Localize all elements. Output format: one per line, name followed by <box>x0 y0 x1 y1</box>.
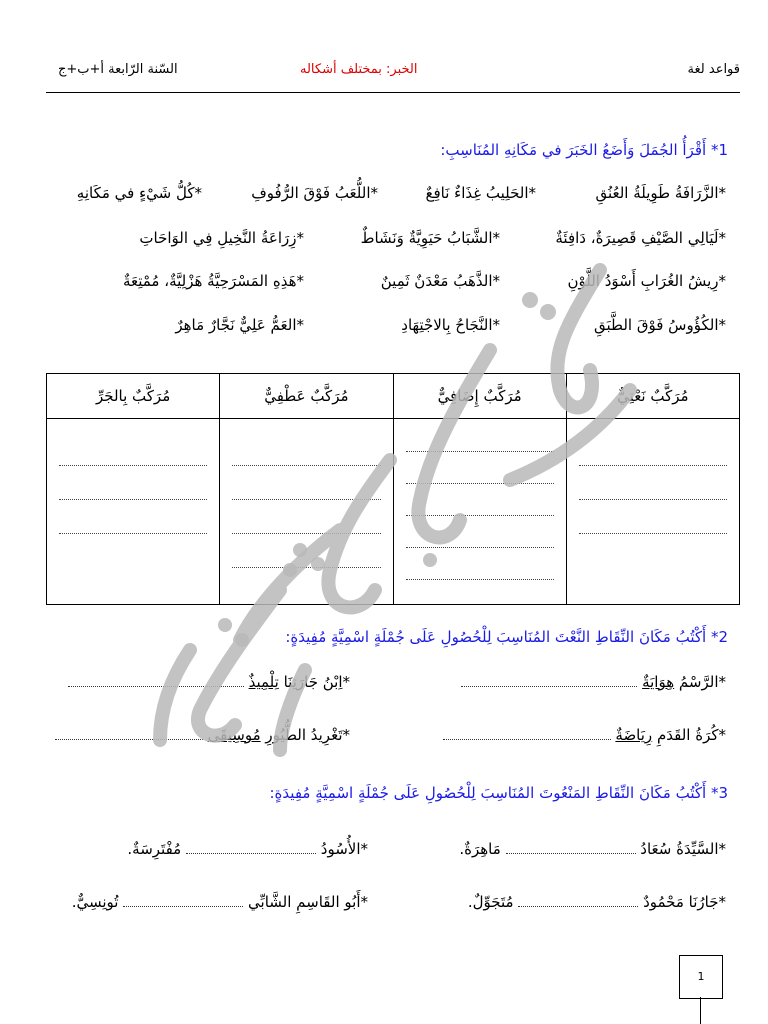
exercise2-item <box>461 673 726 691</box>
exercise3-blank[interactable] <box>506 852 636 854</box>
header-subject: قواعد لغة <box>687 62 740 77</box>
exercise1-sentence: *النَّجَاحُ بِالاجْتِهَادِ <box>401 316 500 334</box>
exercise2-item <box>443 726 726 744</box>
exercise1-sentence: *لَيَالِي الصَّيْفِ قَصِيرَةٌ، دَافِئَةٌ <box>555 229 726 247</box>
exercise1-sentence: *العَمُّ عَلِيٌّ نَجَّارٌ مَاهِرٌ <box>175 316 304 334</box>
header-title: الخبر: بمختلف أشكاله <box>300 62 418 77</box>
exercise1-sentence: *الذَّهَبُ مَعْدَنٌ ثَمِينٌ <box>380 272 500 290</box>
answer-cell[interactable] <box>566 419 739 605</box>
exercise2-prefix: *الرَّسْمُ <box>678 673 726 691</box>
exercise1-sentence: *الشَّبَابُ حَيَوِيَّةٌ وَنَشَاطٌ <box>360 229 500 247</box>
exercise3-item <box>468 893 726 911</box>
table-header: مُرَكَّبٌ إِضَافِيٌّ <box>393 374 566 419</box>
exercise1-instruction: 1* أَقْرَأُ الجُمَلَ وَأَضَعُ الخَبَرَ في مَكَانِهِ المُنَاسِبِ: <box>440 141 728 159</box>
exercise2-blank[interactable] <box>68 685 244 687</box>
exercise1-sentence: *اللُّعَبُ فَوْقَ الرُّفُوفِ <box>251 184 378 202</box>
exercise1-sentence: *الزَّرَافَةُ طَوِيلَةُ العُنُقِ <box>595 184 726 202</box>
exercise2-blank[interactable] <box>55 738 203 740</box>
exercise2-prefix: *اِبْنُ جَارَتِنَا <box>283 673 350 691</box>
exercise1-sentence: *الكُؤُوسُ فَوْقَ الطَّبَقِ <box>594 316 726 334</box>
exercise3-after: مُفْتَرِسَةٌ. <box>127 840 182 858</box>
page-number: 1 <box>679 955 723 999</box>
exercise3-after: مَاهِرَةٌ. <box>459 840 501 858</box>
answer-cell[interactable] <box>393 419 566 605</box>
exercise3-item <box>127 840 368 858</box>
exercise2-underlined: رِيَاضَةٌ <box>615 726 653 744</box>
page-number-line <box>700 997 701 1024</box>
exercise2-blank[interactable] <box>461 685 637 687</box>
exercise3-blank[interactable] <box>518 905 638 907</box>
exercise3-after: تُونِسِيٌّ. <box>71 893 119 911</box>
exercise3-item <box>72 893 368 911</box>
answer-cell[interactable] <box>220 419 393 605</box>
exercise3-before: *جَارُنَا مَحْمُودٌ <box>643 893 726 911</box>
header-level: السّنة الرّابعة أ+ب+ج <box>58 62 178 77</box>
exercise3-before: *الأُسُودُ <box>320 840 368 858</box>
answer-cell[interactable] <box>47 419 220 605</box>
exercise2-underlined: مُوسِيقَى <box>207 726 261 744</box>
exercise1-sentence: *رِيشُ الغُرَابِ أَسْوَدُ اللَّوْنِ <box>567 272 726 290</box>
header-divider <box>46 92 740 93</box>
table-header: مُرَكَّبٌ بِالجَرِّ <box>47 374 220 419</box>
table-header: مُرَكَّبٌ نَعْتِيٌّ <box>566 374 739 419</box>
exercise1-sentence: *زِرَاعَةُ النَّخِيلِ فِي الوَاحَاتِ <box>139 229 304 247</box>
exercise2-item <box>68 673 350 691</box>
exercise1-sentence: *كُلُّ شَيْءٍ في مَكَانِهِ <box>76 184 202 202</box>
exercise3-item <box>459 840 726 858</box>
exercise1-sentence: *الحَلِيبُ غِذَاءٌ نَافِعٌ <box>425 184 536 202</box>
exercise3-before: *أَبُو القَاسِمِ الشَّابِّي <box>248 893 368 911</box>
classification-table <box>46 373 740 605</box>
exercise1-sentence: *هَذِهِ المَسْرَحِيَّةُ هَزْلِيَّةٌ، مُمْتِعَةٌ <box>122 272 304 290</box>
exercise2-prefix: *تَغْرِيدُ الطُّيُورِ <box>265 726 350 744</box>
exercise3-blank[interactable] <box>186 852 316 854</box>
exercise2-underlined: هِوَايَةٌ <box>642 673 675 691</box>
exercise3-blank[interactable] <box>123 905 243 907</box>
exercise2-instruction: 2* أَكْتُبُ مَكَانَ النِّقَاطِ النَّعْتَ المُنَاسِبَ لِلْحُصُولِ عَلَى جُمْلَةٍ اسْمِيَّةٍ مُفِيدَةٍ: <box>285 628 728 646</box>
exercise2-prefix: *كُرَةُ القَدَمِ <box>656 726 726 744</box>
exercise2-item <box>55 726 350 744</box>
exercise3-before: *السَّيِّدَةُ سُعَادُ <box>640 840 726 858</box>
exercise2-underlined: تِلْمِيذٌ <box>248 673 279 691</box>
table-header: مُرَكَّبٌ عَطْفِيٌّ <box>220 374 393 419</box>
exercise2-blank[interactable] <box>443 738 611 740</box>
exercise3-instruction: 3* أَكْتُبُ مَكَانَ النِّقَاطِ المَنْعُوتَ المُنَاسِبَ لِلْحُصُولِ عَلَى جُمْلَةٍ اسْمِيَّةٍ مُفِيدَةٍ: <box>269 784 728 802</box>
exercise3-after: مُتَجَوِّلٌ. <box>467 893 514 911</box>
